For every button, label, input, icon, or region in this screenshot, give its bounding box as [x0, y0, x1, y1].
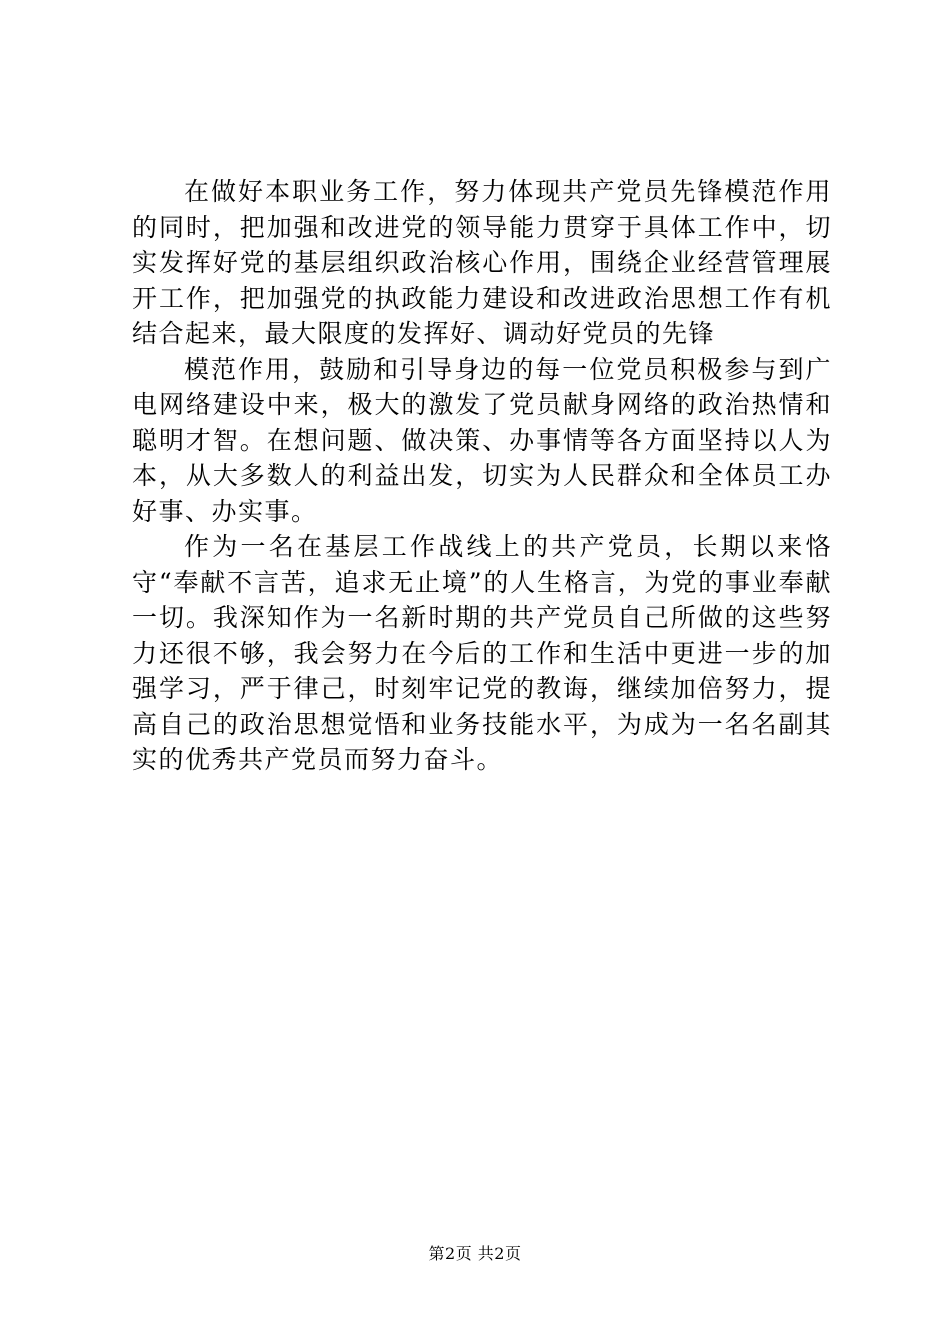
- paragraph-1: 在做好本职业务工作，努力体现共产党员先锋模范作用的同时，把加强和改进党的领导能力贯穿于具体工作中，切实发挥好党的基层组织政治核心作用，围绕企业经营管理展开工作，把加强党的执政能力建设和改进政治思想工作有机结合起来，最大限度的发挥好、调动好党员的先锋: [132, 177, 832, 348]
- page-footer: 第2页 共2页: [428, 1244, 522, 1263]
- paragraph-3: 作为一名在基层工作战线上的共产党员，长期以来恪守“奉献不言苦，追求无止境”的人生格言，为党的事业奉献一切。我深知作为一名新时期的共产党员自己所做的这些努力还很不够，我会努力在今后的工作和生活中更进一步的加强学习，严于律己，时刻牢记党的教诲，继续加倍努力，提高自己的政治思想觉悟和业务技能水平，为成为一名名副其实的优秀共产党员而努力奋斗。: [132, 532, 832, 774]
- paragraph-2: 模范作用，鼓励和引导身边的每一位党员积极参与到广电网络建设中来，极大的激发了党员献身网络的政治热情和聪明才智。在想问题、做决策、办事情等各方面坚持以人为本，从大多数人的利益出发，切实为人民群众和全体员工办好事、办实事。: [132, 354, 832, 526]
- document-body: [132, 174, 832, 778]
